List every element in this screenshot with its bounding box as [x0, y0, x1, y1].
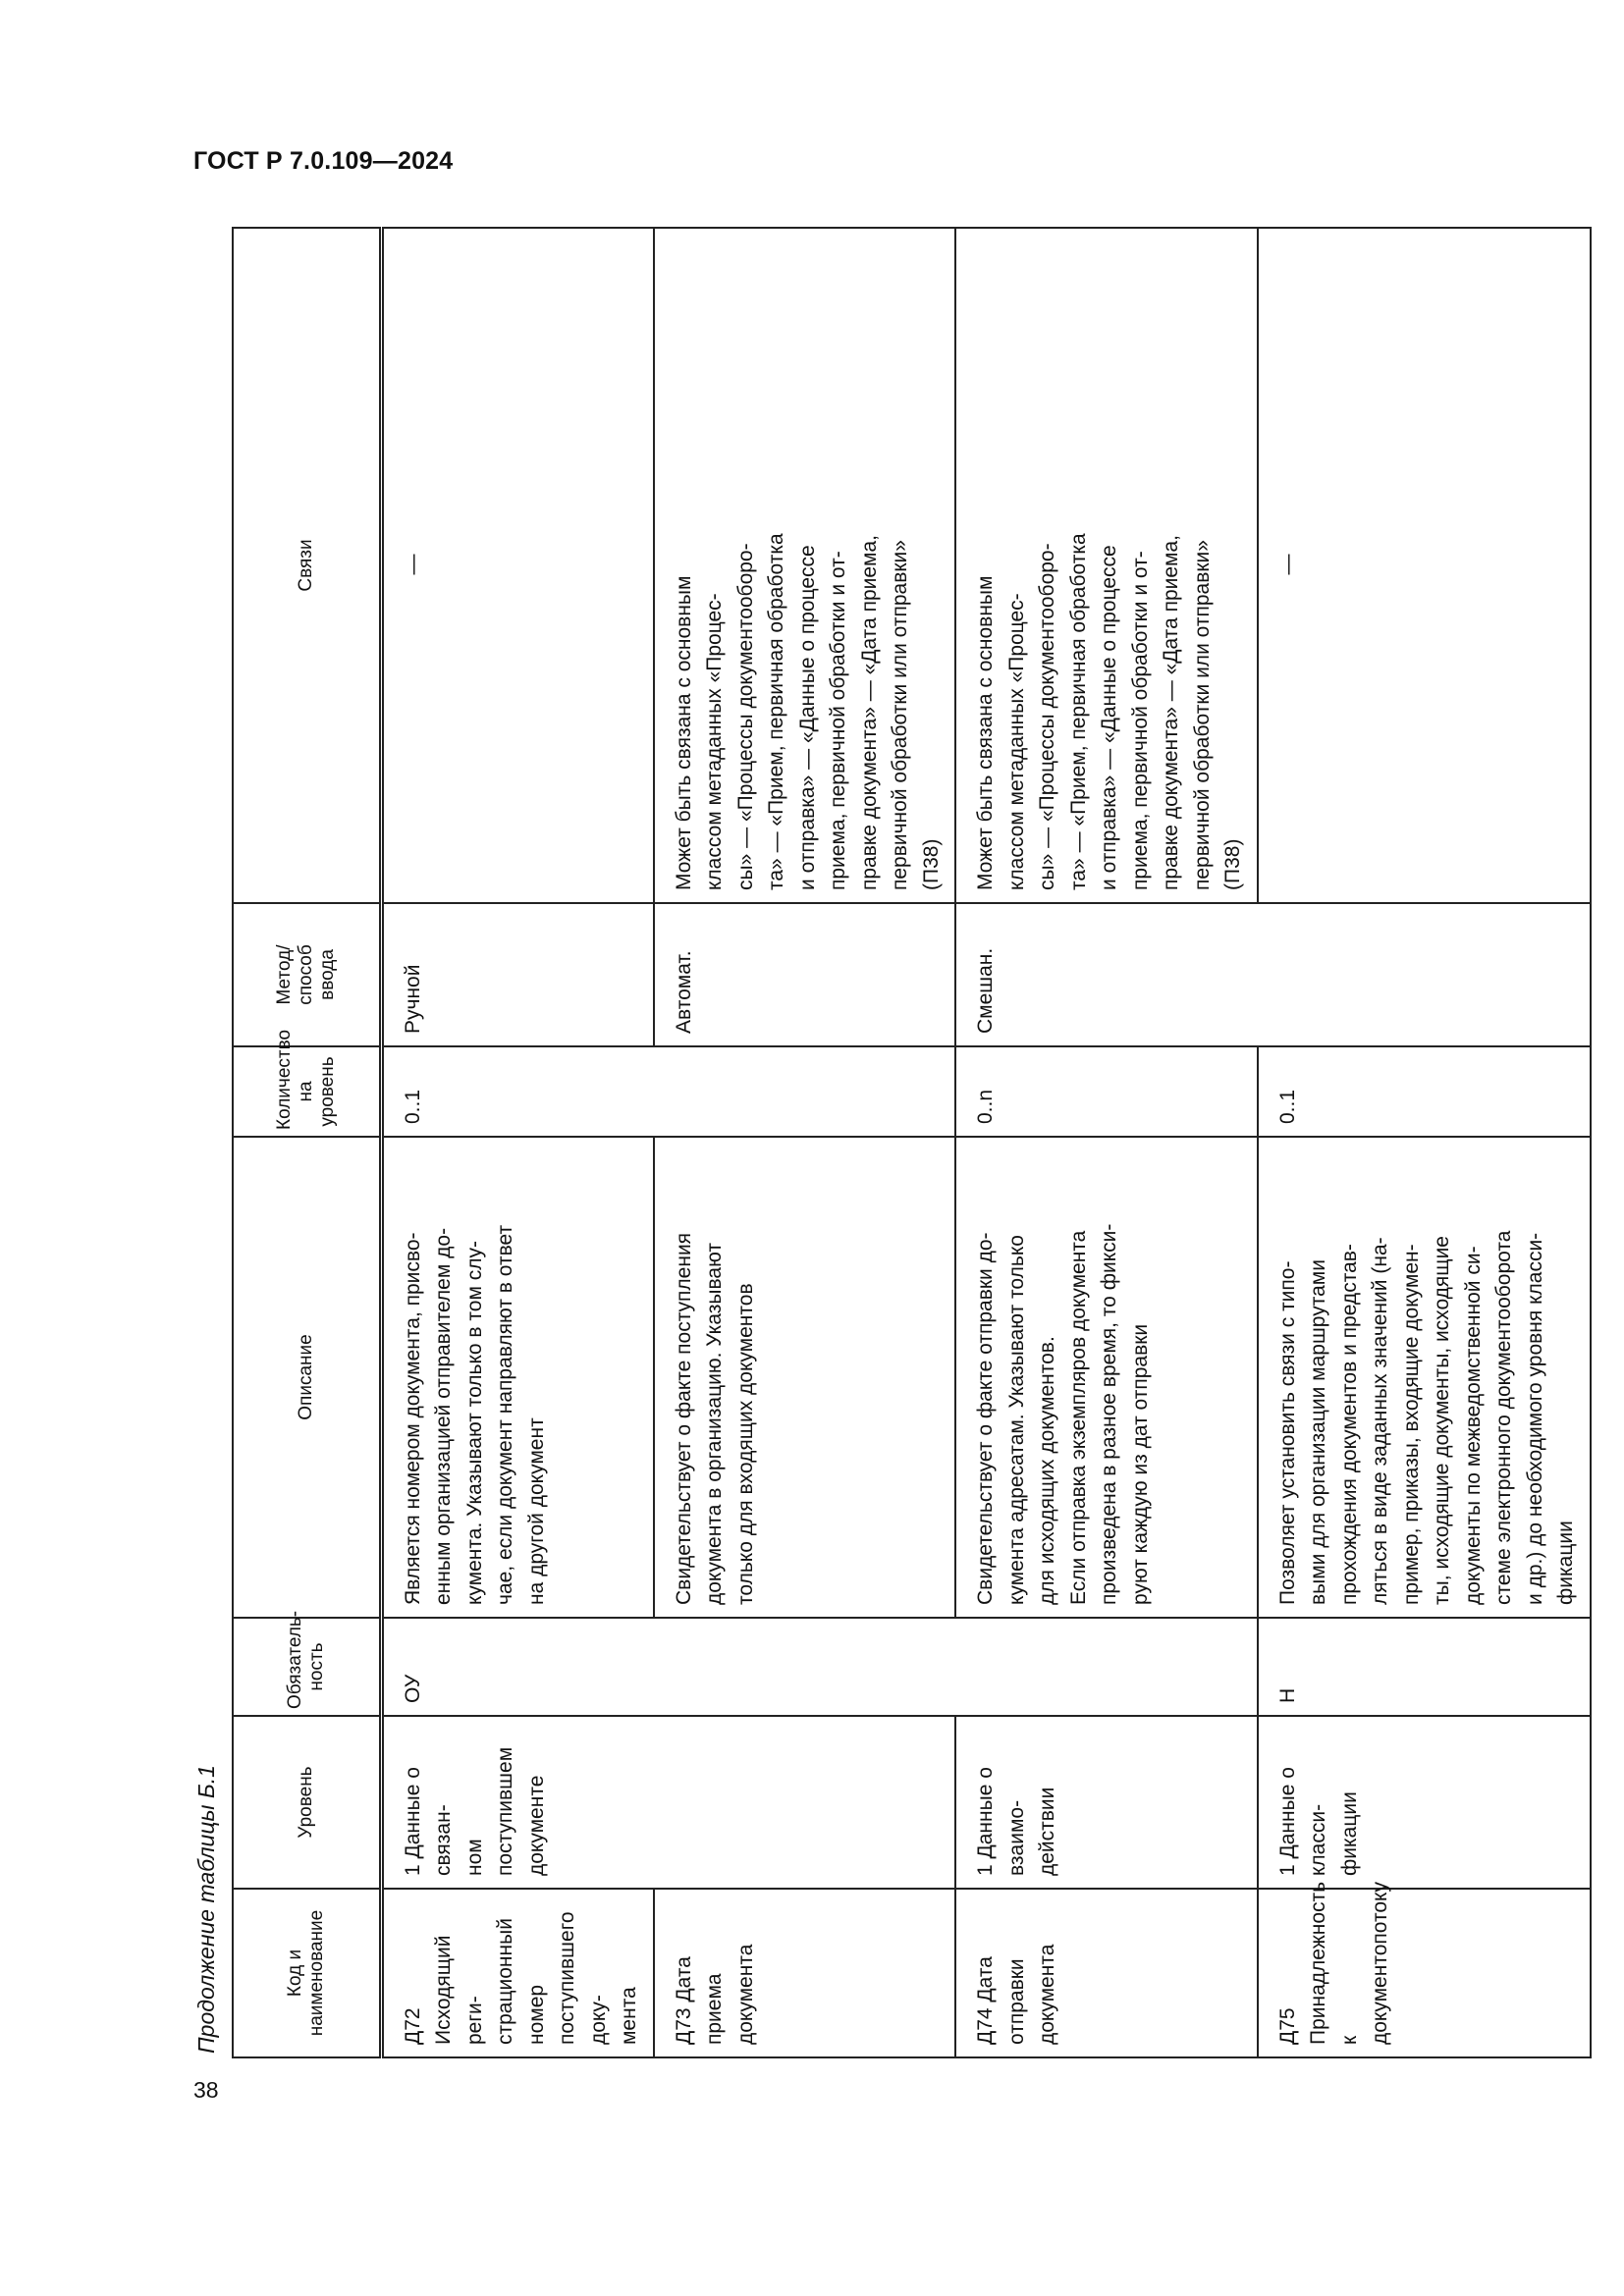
cell-obligation: Н [1258, 1618, 1591, 1716]
cell-links: Может быть связана с основным классом метаданных «Процес- сы» — «Процессы документооборо- та» — «Прием, первичная обработка и отправка» — «Данные о процессе приема, первичной обработки и от- правке документа» — «Дата приема, первичной обработки или отправки» (П38) [955, 228, 1258, 903]
cell-description: Является номером документа, присво- енным организацией отправителем до- кумента. Указывают только в том слу- чае, если документ направляют в ответ на другой документ [381, 1137, 654, 1618]
cell-level: 1 Данные о связан- ном поступившем документе [381, 1716, 955, 1889]
document-header: ГОСТ Р 7.0.109—2024 [193, 147, 454, 175]
cell-code: Д73 Дата приема документа [654, 1889, 956, 2057]
metadata-table-rotated [232, 229, 1577, 2058]
cell-method: Автомат. [654, 903, 956, 1046]
table-caption: Продолжение таблицы Б.1 [193, 1765, 219, 2054]
cell-links: — [381, 228, 654, 903]
header-quantity: Количество на уровень [233, 1046, 381, 1137]
table-header-row [233, 228, 381, 2057]
cell-links: — [1258, 228, 1591, 903]
header-obligation: Обязатель- ность [233, 1618, 381, 1716]
cell-code: Д75 Принадлежность к документопотоку [1258, 1889, 1591, 2057]
metadata-table [232, 227, 1592, 2058]
cell-quantity: 0..1 [381, 1046, 955, 1137]
cell-quantity: 0..1 [1258, 1046, 1591, 1137]
cell-description: Свидетельствует о факте отправки до- кумента адресатам. Указывают только для исходящих документов. Если отправка экземпляров документа произведена в разное время, то фикси- руют каждую из дат отправки [955, 1137, 1258, 1618]
table-row-d75 [1258, 228, 1591, 2057]
cell-links: Может быть связана с основным классом метаданных «Процес- сы» — «Процессы документооборо- та» — «Прием, первичная обработка и отправка» — «Данные о процессе приема, первичной обработки и от- правке документа» — «Дата приема, первичной обработки или отправки» (П38) [654, 228, 956, 903]
header-level: Уровень [233, 1716, 381, 1889]
cell-level: 1 Данные о класси- фикации [1258, 1716, 1591, 1889]
cell-code: Д72 Исходящий реги- страционный номер поступившего доку- мента [381, 1889, 654, 2057]
cell-quantity: 0..n [955, 1046, 1258, 1137]
cell-description: Свидетельствует о факте поступления документа в организацию. Указывают только для входящих документов [654, 1137, 956, 1618]
table-row-d72 [381, 228, 654, 2057]
cell-method: Смешан. [955, 903, 1591, 1046]
table-row-d74 [955, 228, 1258, 2057]
header-description: Описание [233, 1137, 381, 1618]
cell-code: Д74 Дата отправки документа [955, 1889, 1258, 2057]
header-method: Метод/ способ ввода [233, 903, 381, 1046]
header-code: Код и наименование [233, 1889, 381, 2057]
header-links: Связи [233, 228, 381, 903]
cell-obligation: ОУ [381, 1618, 1258, 1716]
cell-method: Ручной [381, 903, 654, 1046]
cell-level: 1 Данные о взаимо- действии [955, 1716, 1258, 1889]
page-number: 38 [193, 2077, 219, 2103]
cell-description: Позволяет установить связи с типо- выми для организации маршрутами прохождения документов и представ- ляться в виде заданных значений (на- пример, приказы, входящие докумен- ты, исходящие документы, исходящие документы по межведомственной си- стеме электронного документооборота и др.) до необходимого уровня класси- фикации [1258, 1137, 1591, 1618]
